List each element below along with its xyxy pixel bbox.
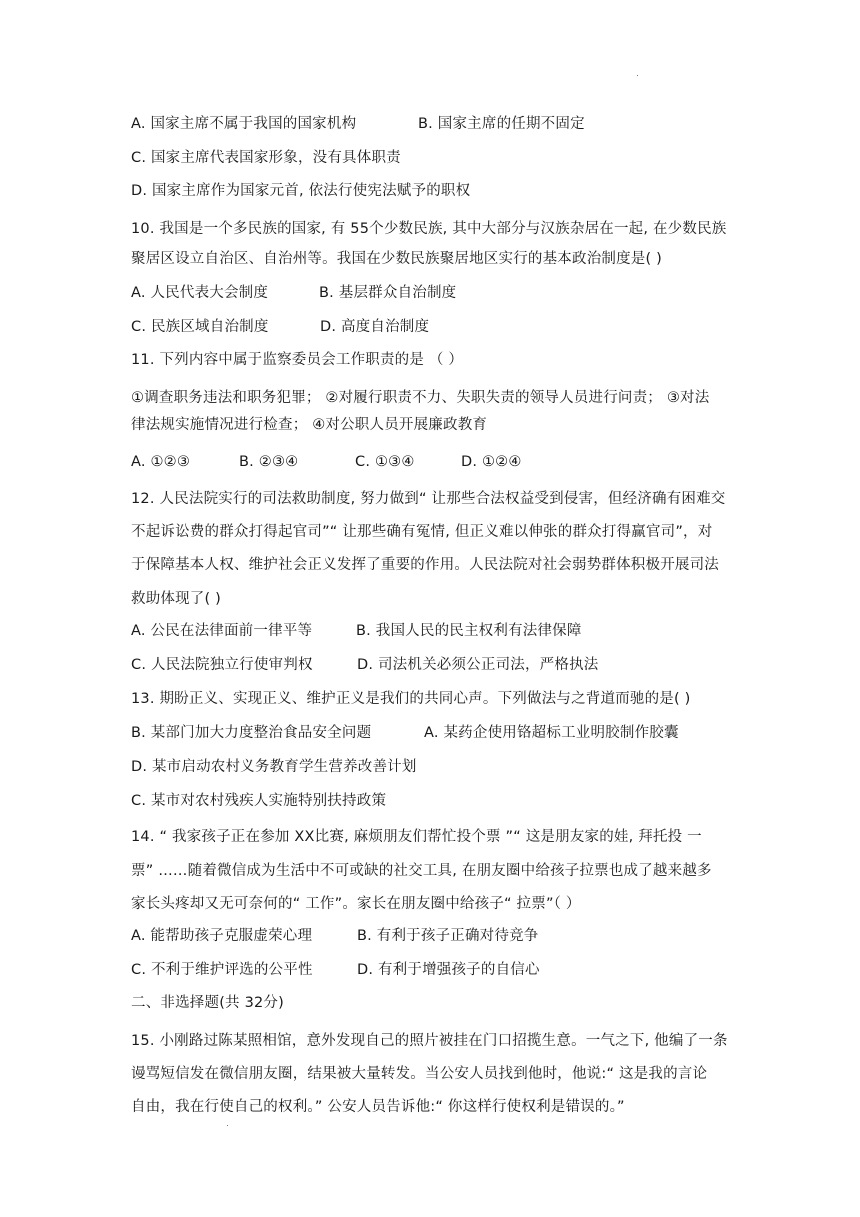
- q14-option-a: A. 能帮助孩子克服虚荣心理: [131, 928, 313, 944]
- q11-stem: 11. 下列内容中属于监察委员会工作职责的是 （ ）: [131, 352, 464, 368]
- q11-option-b: B. ②③④: [239, 454, 299, 470]
- q15-stem-line-3: 自由，我在行使自己的权利。” 公安人员告诉他:“ 你这样行使权利是错误的。”: [131, 1099, 625, 1115]
- q10-stem-line-1: 10. 我国是一个多民族的国家, 有 55个少数民族, 其中大部分与汉族杂居在一起, 在少数民族: [131, 221, 727, 237]
- q12-stem-line-3: 于保障基本人权、维护社会正义发挥了重要的作用。人民法院对社会弱势群体积极开展司法: [131, 557, 719, 573]
- q14-stem-line-3: 家长头疼却又无可奈何的“ 工作”。家长在朋友圈中给孩子“ 拉票”（ ）: [131, 896, 581, 912]
- q10-option-d: D. 高度自治制度: [320, 319, 430, 335]
- q12-stem-line-4: 救助体现了( ): [131, 591, 222, 607]
- q9-option-a: A. 国家主席不属于我国的国家机构: [131, 116, 357, 132]
- q11-items-line-2: 律法规实施情况进行检查； ④对公职人员开展廉政教育: [131, 417, 488, 433]
- q12-option-c: C. 人民法院独立行使审判权: [131, 657, 313, 673]
- q11-option-c: C. ①③④: [355, 454, 415, 470]
- q13-option-fourth: C. 某市对农村残疾人实施特别扶持政策: [131, 793, 387, 809]
- q9-option-d: D. 国家主席作为国家元首, 依法行使宪法赋予的职权: [131, 183, 471, 199]
- q14-option-c: C. 不利于维护评选的公平性: [131, 962, 313, 978]
- q14-option-b: B. 有利于孩子正确对待竞争: [357, 928, 539, 944]
- q13-option-first: B. 某部门加大力度整治食品安全问题: [131, 725, 372, 741]
- scan-dot: [637, 75, 638, 76]
- q12-option-b: B. 我国人民的民主权利有法律保障: [356, 623, 582, 639]
- q9-option-c: C. 国家主席代表国家形象，没有具体职责: [131, 150, 401, 166]
- q15-stem-line-1: 15. 小刚路过陈某照相馆，意外发现自己的照片被挂在门口招揽生意。一气之下, 他编了一条: [131, 1033, 728, 1049]
- q11-option-d: D. ①②④: [461, 454, 522, 470]
- q10-option-b: B. 基层群众自治制度: [319, 285, 457, 301]
- q11-items-line-1: ①调查职务违法和职务犯罪； ②对履行职责不力、失职失责的领导人员进行问责； ③对法: [131, 390, 710, 406]
- q14-stem-line-2: 票” ……随着微信成为生活中不可或缺的社交工具, 在朋友圈中给孩子拉票也成了越来越多: [131, 863, 712, 879]
- q10-option-c: C. 民族区域自治制度: [131, 319, 269, 335]
- q13-stem: 13. 期盼正义、实现正义、维护正义是我们的共同心声。下列做法与之背道而驰的是( ): [131, 691, 691, 707]
- q14-stem-line-1: 14. “ 我家孩子正在参加 XX比赛, 麻烦朋友们帮忙投个票 ”“ 这是朋友家的娃, 拜托投 一: [131, 829, 702, 845]
- q10-stem-line-2: 聚居区设立自治区、自治州等。我国在少数民族聚居地区实行的基本政治制度是( ): [131, 251, 663, 267]
- q13-option-third: D. 某市启动农村义务教育学生营养改善计划: [131, 759, 417, 775]
- q12-stem-line-1: 12. 人民法院实行的司法救助制度, 努力做到“ 让那些合法权益受到侵害，但经济确有困难交: [131, 491, 726, 507]
- q12-option-d: D. 司法机关必须公正司法，严格执法: [357, 657, 599, 673]
- q15-stem-line-2: 谩骂短信发在微信朋友圈，结果被大量转发。当公安人员找到他时，他说:“ 这是我的言论: [131, 1066, 708, 1082]
- q11-option-a: A. ①②③: [131, 454, 191, 470]
- q12-stem-line-2: 不起诉讼费的群众打得起官司”“ 让那些确有冤情, 但正义难以伸张的群众打得赢官司”，对: [131, 524, 713, 540]
- q13-option-second: A. 某药企使用铬超标工业明胶制作胶囊: [424, 725, 679, 741]
- q9-option-b: B. 国家主席的任期不固定: [418, 116, 585, 132]
- q10-option-a: A. 人民代表大会制度: [131, 285, 269, 301]
- q14-option-d: D. 有利于增强孩子的自信心: [357, 962, 540, 978]
- section-2-title: 二、非选择题(共 32分): [131, 995, 284, 1011]
- scan-dot: [227, 1125, 228, 1126]
- q12-option-a: A. 公民在法律面前一律平等: [131, 623, 313, 639]
